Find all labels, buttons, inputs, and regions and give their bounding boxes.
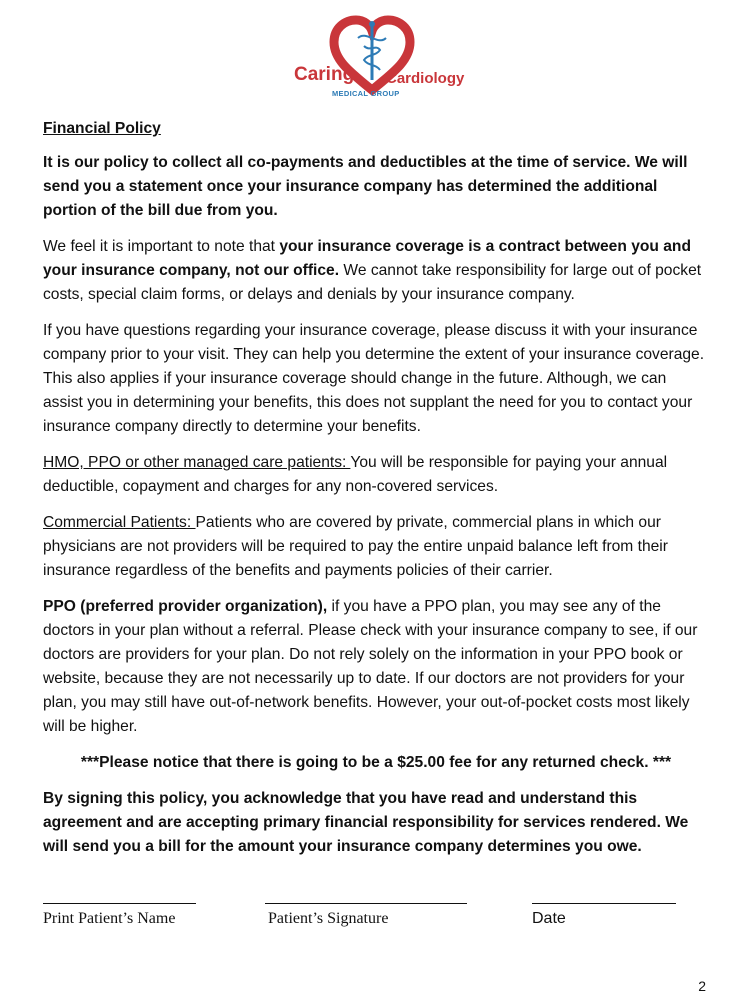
policy-title: Financial Policy [43, 120, 161, 137]
insurance-contract-bold: your insurance coverage is a contract between you and your insurance company, not our office. [43, 238, 691, 279]
acknowledgement-paragraph: By signing this policy, you acknowledge that you have read and understand this agreement and are accepting primary financial responsibility for services rendered. We will send you a bill for the amount your insurance company determines you owe. [43, 790, 689, 855]
logo-name-caring: Caring [294, 64, 355, 85]
practice-logo [290, 14, 470, 104]
policy-body [43, 117, 709, 871]
page-number: 2 [698, 978, 706, 994]
signature-line[interactable] [265, 903, 467, 904]
hmo-label: HMO, PPO or other managed care patients: [43, 454, 351, 471]
commercial-label: Commercial Patients: [43, 514, 196, 531]
returned-check-notice: ***Please notice that there is going to be a $25.00 fee for any returned check. *** [80, 754, 672, 771]
hmo-paragraph [43, 451, 709, 499]
commercial-text: Patients who are covered by private, commercial plans in which our physicians are not providers will be required to pay the entire unpaid balance left from their insurance regardless of the benefits and payments policies of their carrier. [43, 514, 668, 579]
ppo-paragraph [43, 595, 709, 739]
ppo-text: if you have a PPO plan, you may see any of the doctors in your plan without a referral. Please check with your insurance company to see, if our doctors are providers for your plan. Do not rely solely on the information in your PPO book or website, because they are not necessarily up to date. If our doctors are not providers for your plan, you may still have out-of-network benefits. However, your out-of-pocket costs most likely will be higher. [43, 598, 698, 735]
policy-intro: It is our policy to collect all co-payments and deductibles at the time of service. We will send you a statement once your insurance company has determined the additional portion of the bill due from you. [43, 154, 688, 219]
print-name-line[interactable] [43, 903, 196, 904]
print-name-label: Print Patient’s Name [43, 910, 176, 927]
date-line[interactable] [532, 903, 676, 904]
insurance-contract-pre: We feel it is important to note that [43, 238, 280, 255]
date-label: Date [532, 910, 566, 927]
insurance-contract-post: We cannot take responsibility for large out of pocket costs, special claim forms, or delays and denials by your insurance company. [43, 262, 702, 303]
logo-subtitle: MEDICAL GROUP [332, 89, 400, 98]
insurance-contract-paragraph [43, 235, 709, 307]
commercial-paragraph [43, 511, 709, 583]
logo-name-cardiology: Cardiology [386, 70, 465, 87]
hmo-text: You will be responsible for paying your annual deductible, copayment and charges for any non-covered services. [43, 454, 668, 495]
ppo-label: PPO (preferred provider organization), [43, 598, 328, 615]
coverage-questions-paragraph: If you have questions regarding your insurance coverage, please discuss it with your insurance company prior to your visit. They can help you determine the extent of your insurance coverage. This also applies if your insurance coverage should change in the future. Although, we can assist you in determining your benefits, this does not supplant the need for you to contact your insurance company directly to determine your benefits. [43, 322, 705, 435]
signature-label: Patient’s Signature [268, 910, 389, 927]
